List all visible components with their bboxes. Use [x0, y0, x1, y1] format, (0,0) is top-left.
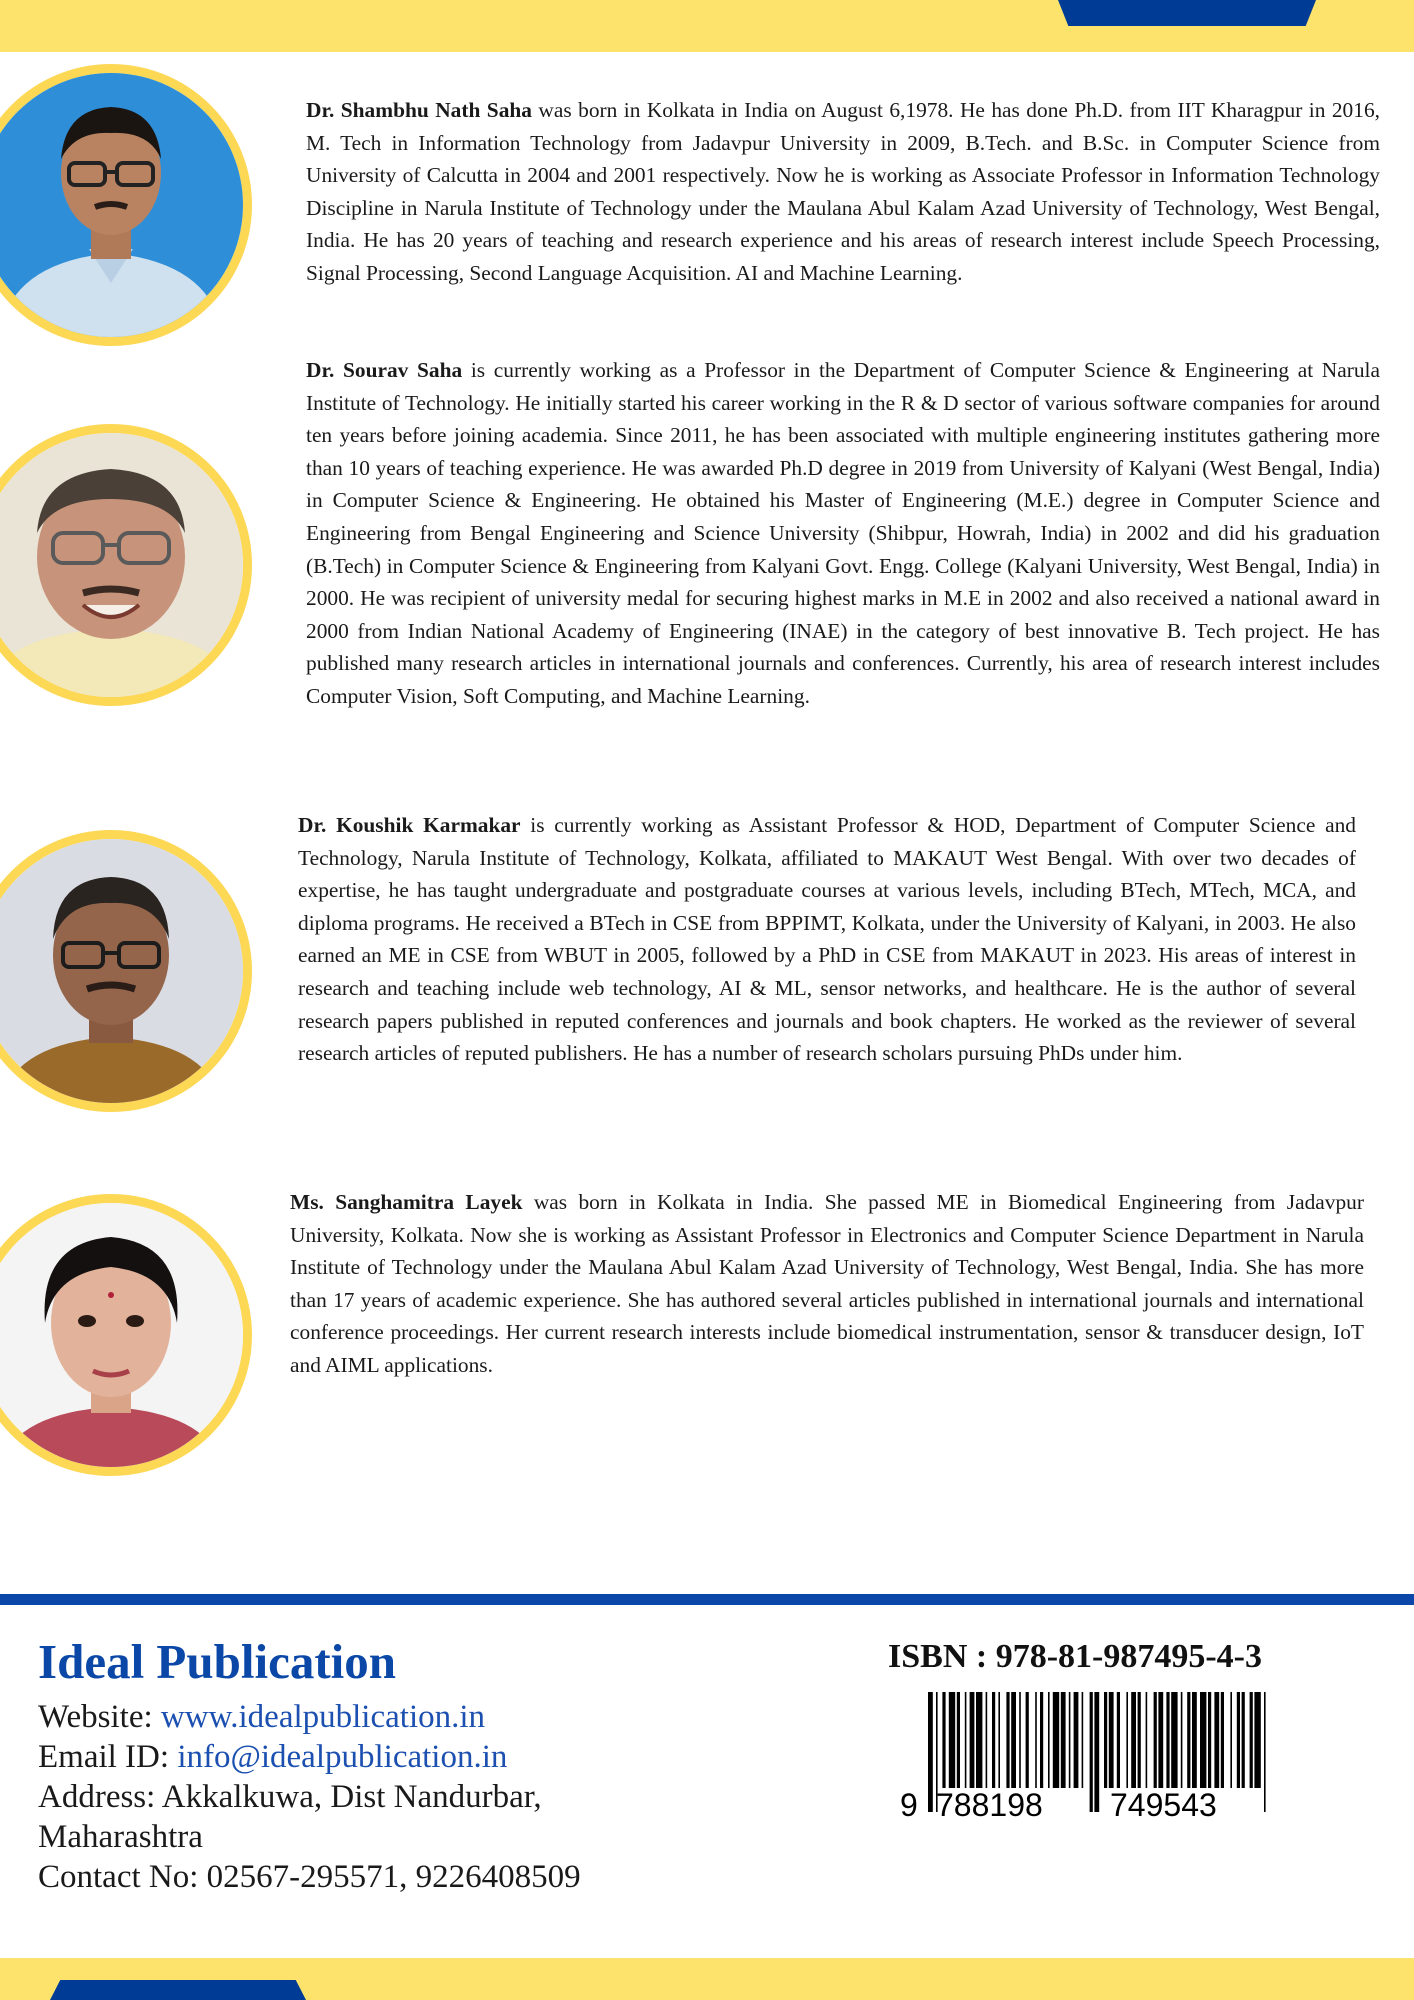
barcode-bar — [1126, 1692, 1128, 1788]
barcode-bar — [1242, 1692, 1245, 1788]
barcode-digit-first: 9 — [900, 1787, 918, 1820]
barcode-bar — [928, 1692, 933, 1812]
barcode-bar — [1104, 1692, 1107, 1788]
barcode-bar — [1040, 1692, 1043, 1788]
barcode-bar — [1200, 1692, 1206, 1788]
portrait-3-icon — [0, 839, 243, 1103]
barcode-bar — [1221, 1692, 1224, 1788]
email-link[interactable]: info@idealpublication.in — [177, 1739, 508, 1775]
author-name: Dr. Sourav Saha — [306, 358, 463, 382]
barcode-bar — [1117, 1692, 1120, 1788]
barcode-bar — [1237, 1692, 1240, 1788]
barcode-bar — [1171, 1692, 1177, 1788]
publisher-address-line-2: Maharashtra — [38, 1819, 203, 1855]
barcode-bar — [957, 1692, 960, 1788]
publisher-address-line-1: Address: Akkalkuwa, Dist Nandurbar, — [38, 1779, 542, 1815]
publisher-email-line — [38, 1738, 507, 1776]
publisher-contact: Contact No: 02567-295571, 9226408509 — [38, 1859, 581, 1895]
barcode-bar — [1109, 1692, 1114, 1788]
barcode-bar — [1082, 1692, 1084, 1788]
barcode-bar — [1254, 1692, 1260, 1788]
barcode-bar — [1146, 1692, 1148, 1788]
barcode-bar — [998, 1692, 1000, 1788]
barcode-bar — [949, 1692, 955, 1788]
barcode-bar — [1053, 1692, 1059, 1788]
author-photo-shambhu-nath-saha — [0, 64, 252, 346]
isbn-barcode — [888, 1690, 1278, 1820]
barcode-digits-right: 749543 — [1110, 1787, 1217, 1820]
website-label: Website: — [38, 1699, 161, 1735]
footer-divider — [0, 1594, 1414, 1605]
barcode-bar — [1158, 1692, 1163, 1788]
author-name: Ms. Sanghamitra Layek — [290, 1190, 523, 1214]
barcode-bar — [1048, 1692, 1050, 1788]
barcode-bar — [1090, 1692, 1093, 1812]
barcode-bar — [970, 1692, 975, 1788]
publisher-website-line — [38, 1698, 485, 1736]
bio-koushik-karmakar — [298, 809, 1356, 1070]
bio-text: was born in Kolkata in India on August 6,1978. He has done Ph.D. from IIT Kharagpur in 2016, M. Tech in Information Technology from Jadavpur University in 2009, B.Tech. and B.Sc. in Computer Science from University of Calcutta in 2004 and 2001 respectively. Now he is working as Associate Professor in Information Technology Discipline in Narula Institute of Technology under the Maulana Abul Kalam Azad University of Technology, West Bengal, India. He has 20 years of teaching and research experience and his areas of research interest include Speech Processing, Signal Processing, Second Language Acquisition. AI and Machine Learning. — [306, 98, 1380, 285]
bottom-blue-accent — [50, 1980, 306, 2000]
barcode-bar — [1074, 1692, 1079, 1788]
bio-shambhu-nath-saha — [306, 94, 1380, 290]
barcode-bar — [992, 1692, 995, 1788]
barcode-bar — [1187, 1692, 1190, 1788]
top-blue-accent — [1058, 0, 1316, 26]
publisher-name: Ideal Publication — [38, 1634, 397, 1689]
barcode-digits-left: 788198 — [936, 1787, 1043, 1820]
bio-text: was born in Kolkata in India. She passed ME in Biomedical Engineering from Jadavpur University, Kolkata. Now she is working as Assistant Professor in Electronics and Computer Science Department in Narula Institute of Technology under the Maulana Abul Kalam Azad University of Technology, West Bengal, India. She has more than 17 years of academic experience. She has authored several articles published in international journals and international conference proceedings. Her current research interests include biomedical instrumentation, sensor & transducer design, IoT and AIML applications. — [290, 1190, 1364, 1377]
bio-text: is currently working as a Professor in the Department of Computer Science & Engineering at Narula Institute of Technology. He initially started his career working in the R & D sector of various software companies for around ten years before joining academia. Since 2011, he has been associated with multiple engineering institutes gathering more than 10 years of teaching experience. He was awarded Ph.D degree in 2019 from University of Kalyani (West Bengal, India) in Computer Science & Engineering. He obtained his Master of Engineering (M.E.) degree in Computer Science and Engineering from Bengal Engineering and Science University (Shibpur, Howrah, India) in 2002 and did his graduation (B.Tech) in Computer Science & Engineering from Kalyani Govt. Engg. College (Kalyani University, West Bengal, India) in 2000. He was recipient of university medal for securing highest marks in M.E in 2002 and also received a national award in 2000 from Indian National Academy of Engineering (INAE) in the category of best innovative B. Tech project. He has published many research articles in international journals and conferences. Currently, his area of research interest includes Computer Vision, Soft Computing, and Machine Learning. — [306, 358, 1380, 708]
barcode-bar — [1166, 1692, 1169, 1788]
isbn-label: ISBN : 978-81-987495-4-3 — [888, 1638, 1262, 1675]
barcode-bar — [1006, 1692, 1009, 1788]
barcode-bar — [1061, 1692, 1066, 1788]
author-photo-koushik-karmakar — [0, 830, 252, 1112]
author-name: Dr. Koushik Karmakar — [298, 813, 521, 837]
barcode-bar — [1094, 1692, 1099, 1812]
barcode-bar — [1011, 1692, 1016, 1788]
barcode-bar — [1208, 1692, 1211, 1788]
portrait-4-icon — [0, 1203, 243, 1467]
bio-sourav-saha — [306, 354, 1380, 713]
barcode-bar — [1181, 1692, 1183, 1788]
barcode-bar — [1154, 1692, 1157, 1788]
barcode-bar — [1192, 1692, 1197, 1788]
barcode-bar — [1264, 1692, 1266, 1812]
author-name: Dr. Shambhu Nath Saha — [306, 98, 532, 122]
website-link[interactable]: www.idealpublication.in — [160, 1699, 486, 1735]
barcode-bar — [1069, 1692, 1071, 1788]
barcode-bar — [1138, 1692, 1141, 1788]
email-label: Email ID: — [38, 1739, 178, 1775]
author-photo-sanghamitra-layek — [0, 1194, 252, 1476]
barcode-bar — [1214, 1692, 1219, 1788]
barcode-bar — [1026, 1692, 1029, 1788]
barcode-bar — [965, 1692, 967, 1788]
barcode-bar — [1131, 1692, 1136, 1788]
barcode-bar — [1019, 1692, 1021, 1788]
barcode-bar — [1035, 1692, 1037, 1788]
bio-sanghamitra-layek — [290, 1186, 1364, 1382]
barcode-bar — [986, 1692, 988, 1788]
barcode-bar — [976, 1692, 982, 1788]
barcode-bar — [1250, 1692, 1253, 1788]
author-photo-sourav-saha — [0, 424, 252, 706]
bio-text: is currently working as Assistant Professor & HOD, Department of Computer Science and Technology, Narula Institute of Technology, Kolkata, affiliated to MAKAUT West Bengal. With over two decades of expertise, he has taught undergraduate and postgraduate courses at various levels, including BTech, MTech, MCA, and diploma programs. He received a BTech in CSE from BPPIMT, Kolkata, under the University of Kalyani, in 2003. He also earned an ME in CSE from WBUT in 2005, followed by a PhD in CSE from MAKAUT in 2023. His areas of interest in research and teaching include web technology, AI & ML, sensor networks, and healthcare. He is the author of several research papers published in reputed conferences and journals and book chapters. He worked as the reviewer of several research articles of reputed publishers. He has a number of research scholars pursuing PhDs under him. — [298, 813, 1356, 1066]
portrait-1-icon — [0, 73, 243, 337]
portrait-2-icon — [0, 433, 243, 697]
barcode-bar — [1230, 1692, 1232, 1788]
barcode-bar — [942, 1692, 945, 1788]
